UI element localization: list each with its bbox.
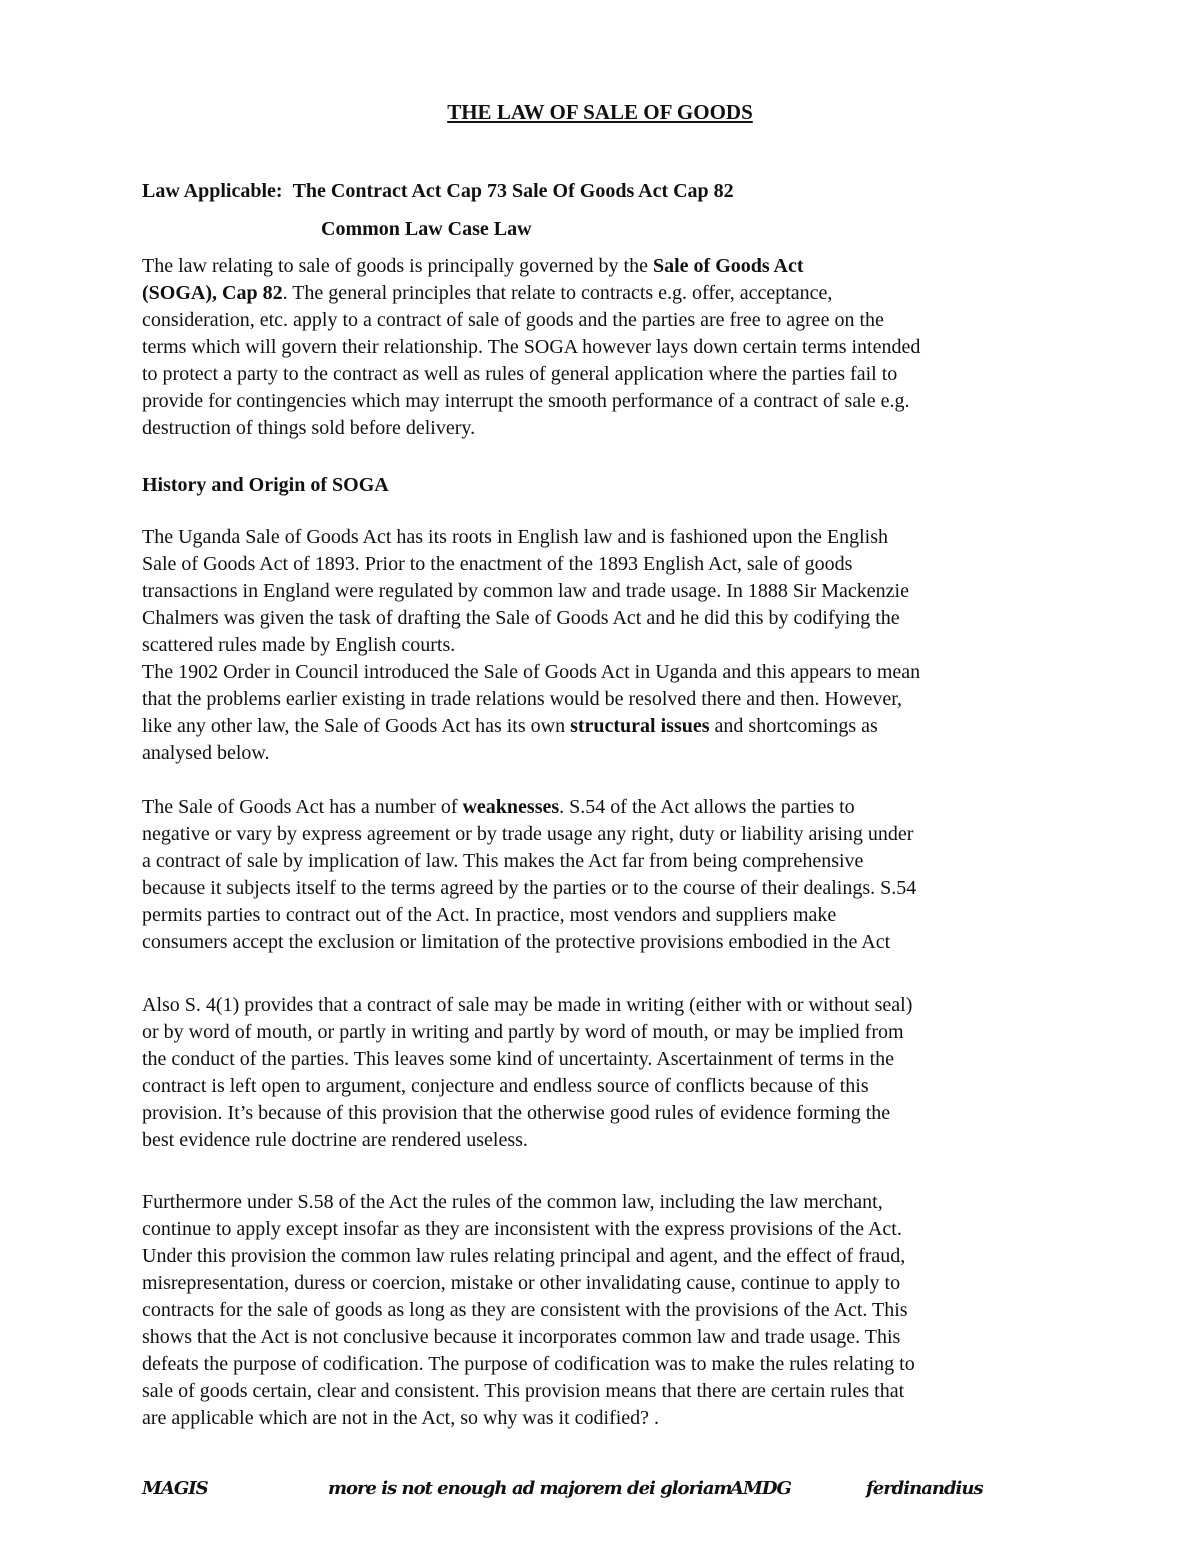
text-run: like any other law, the Sale of Goods Act has its own	[142, 715, 571, 737]
text-line: contracts for the sale of goods as long as they are consistent with the provisions of the Act. This	[142, 1299, 908, 1321]
section58-paragraph	[142, 1189, 1064, 1432]
text-run: . The general principles that relate to contracts e.g. offer, acceptance,	[282, 282, 833, 304]
text-line: or by word of mouth, or partly in writing and partly by word of mouth, or may be implied from	[142, 1021, 904, 1043]
bold-run: Sale of Goods Act	[652, 255, 804, 277]
text-line: the conduct of the parties. This leaves some kind of uncertainty. Ascertainment of terms in the	[142, 1048, 895, 1070]
intro-paragraph	[142, 253, 1064, 442]
text-line: destruction of things sold before delivery.	[142, 417, 476, 439]
bold-run: (SOGA), Cap 82	[142, 282, 283, 304]
footer-amdg: AMDG	[730, 1478, 791, 1499]
text-line: consumers accept the exclusion or limitation of the protective provisions embodied in the Act	[142, 931, 891, 953]
text-line: best evidence rule doctrine are rendered useless.	[142, 1129, 528, 1151]
history-heading: History and Origin of SOGA	[142, 474, 389, 496]
text-line: contract is left open to argument, conjecture and endless source of conflicts because of this	[142, 1075, 869, 1097]
text-line: misrepresentation, duress or coercion, mistake or other invalidating cause, continue to apply to	[142, 1272, 901, 1294]
footer-latin-motto: ad majorem dei gloriam	[512, 1478, 732, 1499]
text-line: to protect a party to the contract as well as rules of general application where the parties fail to	[142, 363, 898, 385]
text-line: are applicable which are not in the Act, so why was it codified? .	[142, 1407, 660, 1429]
text-line: a contract of sale by implication of law. This makes the Act far from being comprehensive	[142, 850, 864, 872]
text-line: scattered rules made by English courts.	[142, 634, 456, 656]
text-line: shows that the Act is not conclusive because it incorporates common law and trade usage. This	[142, 1326, 901, 1348]
footer-author: ferdinandius	[866, 1478, 983, 1499]
page-footer	[0, 1474, 1200, 1504]
text-line: continue to apply except insofar as they are inconsistent with the express provisions of the Act.	[142, 1218, 902, 1240]
footer-more-is-not-enough: more is not enough	[328, 1478, 507, 1499]
bold-run: weaknesses	[462, 796, 560, 818]
text-line: Under this provision the common law rules relating principal and agent, and the effect of fraud,	[142, 1245, 906, 1267]
footer-magis: MAGIS	[142, 1478, 208, 1499]
text-line: provide for contingencies which may interrupt the smooth performance of a contract of sale e.g.	[142, 390, 910, 412]
text-line: negative or vary by express agreement or by trade usage any right, duty or liability arising under	[142, 823, 914, 845]
text-run: The law relating to sale of goods is principally governed by the	[142, 255, 653, 277]
document-title: THE LAW OF SALE OF GOODS	[447, 100, 753, 124]
text-line: provision. It’s because of this provision that the otherwise good rules of evidence forming the	[142, 1102, 891, 1124]
law-applicable-line	[142, 178, 734, 204]
text-line: Also S. 4(1) provides that a contract of sale may be made in writing (either with or without seal)	[142, 994, 913, 1016]
text-line: The 1902 Order in Council introduced the Sale of Goods Act in Uganda and this appears to mean	[142, 661, 921, 683]
weakness-paragraph	[142, 794, 1064, 956]
text-line: Furthermore under S.58 of the Act the rules of the common law, including the law merchant,	[142, 1191, 883, 1213]
history-paragraph	[142, 524, 1064, 767]
text-line: terms which will govern their relationship. The SOGA however lays down certain terms intended	[142, 336, 921, 358]
text-line: transactions in England were regulated by common law and trade usage. In 1888 Sir Mackenzie	[142, 580, 909, 602]
text-run: . S.54 of the Act allows the parties to	[559, 796, 855, 818]
text-line: Sale of Goods Act of 1893. Prior to the enactment of the 1893 English Act, sale of goods	[142, 553, 853, 575]
text-line: analysed below.	[142, 742, 270, 764]
text-line: that the problems earlier existing in trade relations would be resolved there and then. However,	[142, 688, 903, 710]
text-line: permits parties to contract out of the Act. In practice, most vendors and suppliers make	[142, 904, 837, 926]
law-applicable-acts: The Contract Act Cap 73 Sale Of Goods Act Cap 82	[292, 180, 734, 202]
text-run: The Sale of Goods Act has a number of	[142, 796, 463, 818]
text-run: and shortcomings as	[709, 715, 878, 737]
text-line: because it subjects itself to the terms agreed by the parties or to the course of their dealings. S.54	[142, 877, 917, 899]
text-line: sale of goods certain, clear and consistent. This provision means that there are certain rules that	[142, 1380, 905, 1402]
text-line: The Uganda Sale of Goods Act has its roots in English law and is fashioned upon the English	[142, 526, 889, 548]
bold-run: structural issues	[570, 715, 710, 737]
text-line: defeats the purpose of codification. The purpose of codification was to make the rules relating to	[142, 1353, 915, 1375]
law-applicable-label: Law Applicable:	[142, 180, 283, 202]
text-line: Chalmers was given the task of drafting the Sale of Goods Act and he did this by codifying the	[142, 607, 900, 629]
section4-paragraph	[142, 992, 1064, 1154]
text-line: consideration, etc. apply to a contract of sale of goods and the parties are free to agree on the	[142, 309, 884, 331]
law-applicable-second-line: Common Law Case Law	[321, 218, 532, 240]
